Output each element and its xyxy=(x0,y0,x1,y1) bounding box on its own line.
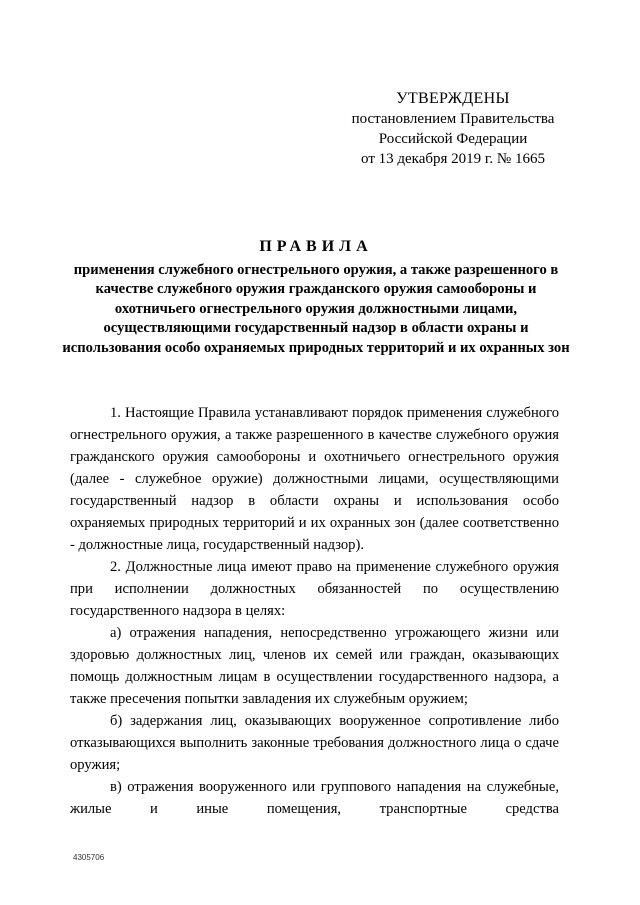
document-body xyxy=(70,402,559,820)
approval-block xyxy=(332,89,574,169)
paragraph-2c: в) отражения вооруженного или группового нападения на служебные, жилые и иные помещения, транспортные средства xyxy=(70,779,559,817)
approval-line-3: от 13 декабря 2019 г. № 1665 xyxy=(361,151,545,167)
paragraph-2: 2. Должностные лица имеют право на применение служебного оружия при исполнении должностных обязанностей по осуществлению государственного надзора в целях: xyxy=(70,559,559,619)
document-code: 4305706 xyxy=(73,853,105,862)
approval-line-2: Российской Федерации xyxy=(378,131,528,147)
paragraph-2a: а) отражения нападения, непосредственно угрожающего жизни или здоровью должностных лиц, членов их семей или граждан, оказывающих помощь должностным лицам в осуществлении государственного надзора, а также пресечения попытки завладения их служебным оружием; xyxy=(70,625,559,707)
approval-title: УТВЕРЖДЕНЫ xyxy=(396,90,510,107)
document-title: ПРАВИЛА xyxy=(259,238,373,255)
approval-line-1: постановлением Правительства xyxy=(351,111,555,127)
paragraph-2b: б) задержания лиц, оказывающих вооруженное сопротивление либо отказывающихся выполнить законные требования должностного лица о сдаче оружия; xyxy=(70,713,559,773)
document-subtitle: применения служебного огнестрельного оружия, а также разрешенного в качестве служебного оружия гражданского оружия самообороны и охотничьего огнестрельного оружия должностными лицами, осуществляющими государственный надзор в области охраны и использования особо охраняемых природных территорий и их охранных зон xyxy=(62,262,570,356)
document-heading xyxy=(60,236,572,358)
paragraph-1: 1. Настоящие Правила устанавливают порядок применения служебного огнестрельного оружия, а также разрешенного в качестве служебного оружия гражданского оружия самообороны и охотничьего огнестрельного оружия (далее - служебное оружие) должностными лицами, осуществляющими государственный надзор в области охраны и использования особо охраняемых природных территорий и их охранных зон (далее соответственно - должностные лица, государственный надзор). xyxy=(70,405,559,553)
